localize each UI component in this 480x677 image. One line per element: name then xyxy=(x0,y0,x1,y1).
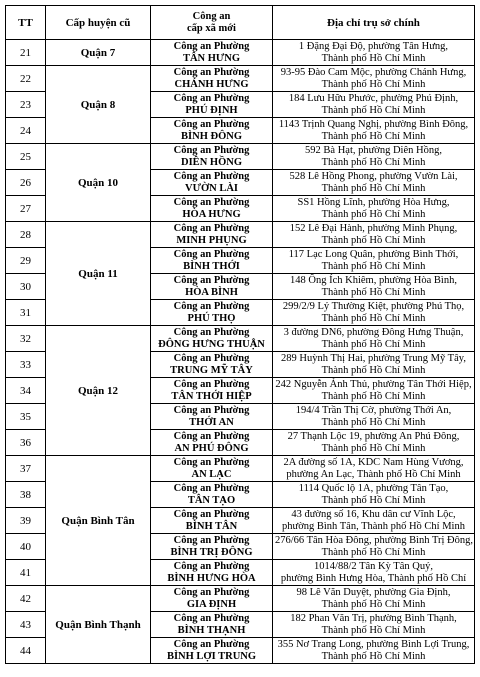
ward-police-cell xyxy=(151,560,273,586)
row-number: 39 xyxy=(6,508,46,534)
table-row xyxy=(6,40,475,66)
ward-police-cell xyxy=(151,170,273,196)
address-line-2: Thành phố Hồ Chí Minh xyxy=(321,312,426,324)
ward-prefix: Công an Phường xyxy=(173,118,250,130)
ward-police-cell xyxy=(151,638,273,664)
address-cell xyxy=(273,222,475,248)
table-row xyxy=(6,326,475,352)
address-line-2: Thành phố Hồ Chí Minh xyxy=(321,650,426,662)
address-line-2: Thành phố Hồ Chí Minh xyxy=(321,494,426,506)
ward-prefix: Công an Phường xyxy=(173,170,250,182)
ward-prefix: Công an Phường xyxy=(173,534,250,546)
address-cell xyxy=(273,196,475,222)
address-cell xyxy=(273,586,475,612)
ward-name: THỚI AN xyxy=(189,416,234,428)
address-line-2: Thành phố Hồ Chí Minh xyxy=(321,104,426,116)
address-line-2: Thành phố Hồ Chí Minh xyxy=(321,208,426,220)
address-line-1: 1114 Quốc lộ 1A, phường Tân Tạo, xyxy=(298,482,449,494)
row-number: 24 xyxy=(6,118,46,144)
row-number: 21 xyxy=(6,40,46,66)
address-line-1: 182 Phan Văn Trị, phường Bình Thạnh, xyxy=(290,612,457,624)
ward-prefix: Công an Phường xyxy=(173,456,250,468)
address-line-1: SS1 Hồng Lĩnh, phường Hòa Hưng, xyxy=(297,196,450,208)
address-line-1: 27 Thạnh Lộc 19, phường An Phú Đông, xyxy=(287,430,460,442)
ward-police-cell xyxy=(151,534,273,560)
address-cell xyxy=(273,352,475,378)
address-line-2: Thành phố Hồ Chí Minh xyxy=(321,130,426,142)
ward-prefix: Công an Phường xyxy=(173,378,250,390)
old-district-cell: Quận 8 xyxy=(46,66,151,144)
address-line-2: Thành phố Hồ Chí Minh xyxy=(321,442,426,454)
row-number: 30 xyxy=(6,274,46,300)
ward-police-cell xyxy=(151,144,273,170)
address-line-2: Thành phố Hồ Chí Minh xyxy=(321,598,426,610)
address-line-1: 117 Lạc Long Quân, phường Bình Thới, xyxy=(288,248,459,260)
address-line-1: 242 Nguyễn Ảnh Thủ, phường Tân Thới Hiệp, xyxy=(275,378,472,390)
address-line-2: Thành phố Hồ Chí Minh xyxy=(321,546,426,558)
row-number: 29 xyxy=(6,248,46,274)
ward-police-cell xyxy=(151,430,273,456)
address-line-1: 152 Lê Đại Hành, phường Minh Phụng, xyxy=(289,222,458,234)
old-district-cell: Quận 11 xyxy=(46,222,151,326)
ward-prefix: Công an Phường xyxy=(173,638,250,650)
address-cell xyxy=(273,612,475,638)
address-line-1: 43 đường số 16, Khu dân cư Vĩnh Lộc, xyxy=(291,508,456,520)
address-line-1: 98 Lê Văn Duyệt, phường Gia Định, xyxy=(296,586,451,598)
ward-prefix: Công an Phường xyxy=(173,586,250,598)
old-district-cell: Quận 7 xyxy=(46,40,151,66)
address-line-1: 184 Lưu Hữu Phước, phường Phú Định, xyxy=(288,92,459,104)
address-line-1: 1014/88/2 Tân Kỳ Tân Quý, xyxy=(314,560,433,572)
old-district-cell: Quận 12 xyxy=(46,326,151,456)
row-number: 22 xyxy=(6,66,46,92)
address-line-1: 592 Bà Hạt, phường Diên Hồng, xyxy=(305,144,442,156)
address-cell xyxy=(273,638,475,664)
ward-prefix: Công an Phường xyxy=(173,612,250,624)
ward-name: BÌNH THỚI xyxy=(183,260,240,272)
address-line-1: 299/2/9 Lý Thường Kiệt, phường Phú Thọ, xyxy=(282,300,465,312)
police-ward-table xyxy=(5,5,475,664)
address-line-2: Thành phố Hồ Chí Minh xyxy=(321,156,426,168)
address-cell xyxy=(273,482,475,508)
address-line-1: 528 Lê Hồng Phong, phường Vườn Lài, xyxy=(289,170,458,182)
address-line-2: Thành phố Hồ Chí Minh xyxy=(321,182,426,194)
ward-police-cell xyxy=(151,300,273,326)
address-line-1: 93-95 Đào Cam Mộc, phường Chánh Hưng, xyxy=(280,66,467,78)
address-line-2: Thành phố Hồ Chí Minh xyxy=(321,390,426,402)
ward-name: TÂN THỚI HIỆP xyxy=(171,390,252,402)
row-number: 34 xyxy=(6,378,46,404)
address-cell xyxy=(273,508,475,534)
table-row xyxy=(6,586,475,612)
ward-name: BÌNH TRỊ ĐÔNG xyxy=(170,546,253,558)
header-tt: TT xyxy=(6,6,46,40)
address-cell xyxy=(273,66,475,92)
ward-police-cell xyxy=(151,248,273,274)
address-line-1: 289 Huỳnh Thị Hai, phường Trung Mỹ Tây, xyxy=(281,352,466,364)
ward-name: VƯỜN LÀI xyxy=(185,182,238,194)
ward-prefix: Công an Phường xyxy=(173,92,250,104)
ward-name: BÌNH TÂN xyxy=(185,520,238,532)
row-number: 33 xyxy=(6,352,46,378)
ward-name: AN LẠC xyxy=(191,468,232,480)
ward-police-cell xyxy=(151,326,273,352)
ward-name: BÌNH LỢI TRUNG xyxy=(166,650,257,662)
ward-police-cell xyxy=(151,40,273,66)
ward-name: BÌNH ĐÔNG xyxy=(181,130,242,142)
row-number: 44 xyxy=(6,638,46,664)
address-line-2: Thành phố Hồ Chí Minh xyxy=(321,78,426,90)
ward-police-cell xyxy=(151,196,273,222)
address-line-2: phường Bình Tân, Thành phố Hồ Chí Minh xyxy=(282,520,465,532)
ward-name: PHÚ ĐỊNH xyxy=(185,104,238,116)
ward-police-cell xyxy=(151,118,273,144)
ward-prefix: Công an Phường xyxy=(173,222,250,234)
row-number: 32 xyxy=(6,326,46,352)
address-cell xyxy=(273,40,475,66)
row-number: 36 xyxy=(6,430,46,456)
address-line-2: Thành phố Hồ Chí Minh xyxy=(321,338,426,350)
ward-prefix: Công an Phường xyxy=(173,196,250,208)
table-row xyxy=(6,144,475,170)
ward-prefix: Công an Phường xyxy=(173,66,250,78)
row-number: 23 xyxy=(6,92,46,118)
ward-name: TRUNG MỸ TÂY xyxy=(170,364,253,376)
address-line-1: 148 Ông Ích Khiêm, phường Hòa Bình, xyxy=(290,274,457,286)
address-cell xyxy=(273,560,475,586)
ward-name: GIA ĐỊNH xyxy=(186,598,237,610)
ward-police-cell xyxy=(151,508,273,534)
table-header xyxy=(6,6,475,40)
ward-name: TÂN TẠO xyxy=(187,494,236,506)
ward-police-cell xyxy=(151,378,273,404)
address-line-2: phường An Lạc, Thành phố Hồ Chí Minh xyxy=(286,468,461,480)
row-number: 40 xyxy=(6,534,46,560)
old-district-cell: Quận Bình Thạnh xyxy=(46,586,151,664)
table-row xyxy=(6,222,475,248)
ward-prefix: Công an Phường xyxy=(173,482,250,494)
ward-prefix: Công an Phường xyxy=(173,508,250,520)
address-line-1: 355 Nơ Trang Long, phường Bình Lợi Trung, xyxy=(277,638,470,650)
ward-name: TÂN HƯNG xyxy=(182,52,241,64)
ward-prefix: Công an Phường xyxy=(173,248,250,260)
address-cell xyxy=(273,534,475,560)
ward-name: BÌNH HƯNG HÒA xyxy=(167,572,256,584)
row-number: 38 xyxy=(6,482,46,508)
address-line-2: Thành phố Hồ Chí Minh xyxy=(321,624,426,636)
address-line-2: phường Bình Hưng Hòa, Thành phố Hồ Chí xyxy=(280,572,467,584)
address-cell xyxy=(273,378,475,404)
ward-name: HÒA HƯNG xyxy=(182,208,241,220)
ward-prefix: Công an Phường xyxy=(173,560,250,572)
old-district-cell: Quận Bình Tân xyxy=(46,456,151,586)
address-line-2: Thành phố Hồ Chí Minh xyxy=(321,286,426,298)
row-number: 37 xyxy=(6,456,46,482)
row-number: 42 xyxy=(6,586,46,612)
ward-name: HÒA BÌNH xyxy=(185,286,238,298)
ward-police-cell xyxy=(151,222,273,248)
ward-name: MINH PHỤNG xyxy=(176,234,247,246)
row-number: 43 xyxy=(6,612,46,638)
address-line-1: 276/66 Tân Hòa Đông, phường Bình Trị Đông, xyxy=(275,534,474,546)
row-number: 27 xyxy=(6,196,46,222)
old-district-cell: Quận 10 xyxy=(46,144,151,222)
ward-name: BÌNH THẠNH xyxy=(177,624,246,636)
ward-name: CHÁNH HƯNG xyxy=(174,78,249,90)
address-line-1: 1143 Trịnh Quang Nghị, phường Bình Đông, xyxy=(278,118,469,130)
address-cell xyxy=(273,404,475,430)
address-line-1: 1 Đặng Đại Độ, phường Tân Hưng, xyxy=(298,40,449,52)
row-number: 41 xyxy=(6,560,46,586)
ward-prefix: Công an Phường xyxy=(173,40,250,52)
ward-name: PHÚ THỌ xyxy=(187,312,236,324)
ward-name: AN PHÚ ĐÔNG xyxy=(174,442,249,454)
row-number: 26 xyxy=(6,170,46,196)
ward-prefix: Công an Phường xyxy=(173,352,250,364)
address-line-2: Thành phố Hồ Chí Minh xyxy=(321,52,426,64)
address-cell xyxy=(273,300,475,326)
address-line-1: 194/4 Trần Thị Cờ, phường Thới An, xyxy=(295,404,452,416)
row-number: 31 xyxy=(6,300,46,326)
address-cell xyxy=(273,92,475,118)
header-address: Địa chỉ trụ sở chính xyxy=(273,6,475,40)
ward-police-cell xyxy=(151,274,273,300)
address-cell xyxy=(273,144,475,170)
ward-prefix: Công an Phường xyxy=(173,430,250,442)
address-cell xyxy=(273,118,475,144)
table-row xyxy=(6,456,475,482)
ward-police-cell xyxy=(151,352,273,378)
row-number: 25 xyxy=(6,144,46,170)
header-district: Cấp huyện cũ xyxy=(46,6,151,40)
ward-police-cell xyxy=(151,92,273,118)
ward-police-cell xyxy=(151,612,273,638)
ward-police-cell xyxy=(151,456,273,482)
ward-prefix: Công an Phường xyxy=(173,274,250,286)
address-cell xyxy=(273,170,475,196)
address-line-1: 3 đường DN6, phường Đông Hưng Thuận, xyxy=(283,326,464,338)
address-cell xyxy=(273,430,475,456)
address-line-2: Thành phố Hồ Chí Minh xyxy=(321,416,426,428)
ward-police-cell xyxy=(151,586,273,612)
header-ward-line2: cấp xã mới xyxy=(187,22,236,34)
ward-prefix: Công an Phường xyxy=(173,144,250,156)
row-number: 28 xyxy=(6,222,46,248)
address-cell xyxy=(273,326,475,352)
header-ward-line1: Công an xyxy=(192,10,231,22)
address-line-1: 2A đường số 1A, KDC Nam Hùng Vương, xyxy=(283,456,464,468)
address-cell xyxy=(273,274,475,300)
address-line-2: Thành phố Hồ Chí Minh xyxy=(321,234,426,246)
ward-name: DIÊN HỒNG xyxy=(181,156,242,168)
table-body xyxy=(6,40,475,664)
ward-prefix: Công an Phường xyxy=(173,326,250,338)
table-row xyxy=(6,66,475,92)
address-line-2: Thành phố Hồ Chí Minh xyxy=(321,364,426,376)
header-ward xyxy=(151,6,273,40)
address-line-2: Thành phố Hồ Chí Minh xyxy=(321,260,426,272)
ward-police-cell xyxy=(151,66,273,92)
ward-police-cell xyxy=(151,482,273,508)
ward-prefix: Công an Phường xyxy=(173,404,250,416)
ward-prefix: Công an Phường xyxy=(173,300,250,312)
address-cell xyxy=(273,248,475,274)
ward-police-cell xyxy=(151,404,273,430)
row-number: 35 xyxy=(6,404,46,430)
ward-name: ĐÔNG HƯNG THUẬN xyxy=(158,338,265,350)
address-cell xyxy=(273,456,475,482)
